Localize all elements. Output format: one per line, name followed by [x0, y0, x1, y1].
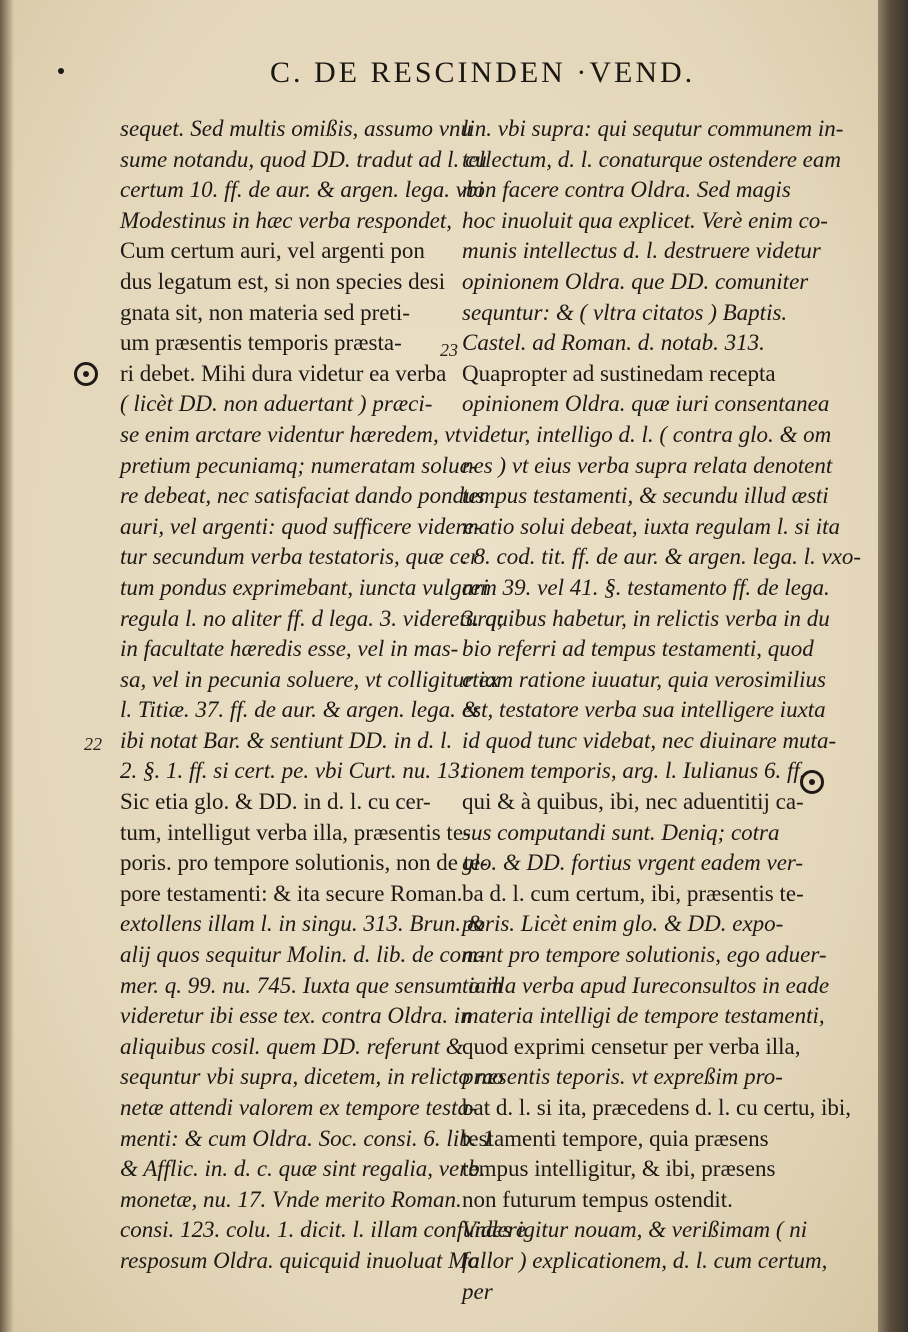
text-line: tempus testamenti, & secundu illud æsti: [462, 483, 829, 509]
right-column: [462, 114, 862, 1307]
text-line: bat d. l. si ita, præcedens d. l. cu certu, ibi,: [462, 1095, 851, 1120]
text-line: pretium pecuniamq; numeratam solue-: [120, 452, 478, 478]
text-line: . 8. cod. tit. ff. de aur. & argen. lega. l. vxo-: [462, 544, 862, 570]
text-line: nant pro tempore solutionis, ego aduer-: [462, 942, 827, 968]
text-line: testamenti tempore, quia præsens: [462, 1125, 769, 1151]
text-line: Modestinus in hæc verba respondet,: [120, 207, 452, 233]
text-line: Quapropter ad sustinedam recepta: [462, 360, 776, 386]
text-line: qui & à quibus, ibi, nec aduentitij ca-: [462, 789, 804, 815]
text-line: hoc inuoluit qua explicet. Verè enim co-: [462, 207, 828, 233]
text-line: poris. pro tempore solutionis, non de te-: [120, 850, 488, 876]
text-line: id quod tunc videbat, nec diuinare muta-: [462, 727, 837, 753]
text-line: ibi notat Bar. & sentiunt DD. in d. l.: [120, 727, 453, 753]
text-line: l. Titiæ. 37. ff. de aur. & argen. lega. &: [120, 697, 480, 723]
text-line: ba d. l. cum certum, ibi, præsentis te-: [462, 880, 804, 906]
text-line: & Afflic. in. d. c. quæ sint regalia, verb.: [120, 1156, 486, 1182]
text-line: tum, intelligut verba illa, præsentis te-: [120, 819, 471, 845]
page-gutter: [0, 0, 14, 1332]
text-line: tellectum, d. l. conaturque ostendere eam: [462, 146, 841, 172]
text-line: to illa verba apud Iureconsultos in eade: [462, 972, 830, 998]
text-line: regula l. no aliter ff. d lega. 3. videreturq;: [120, 605, 505, 631]
text-line: sume notandu, quod DD. tradut ad l. cu: [120, 146, 487, 172]
text-line: netæ attendi valorem ex tempore testa-: [120, 1095, 477, 1120]
text-line: nes ) vt eius verba supra relata denotent: [462, 452, 833, 478]
text-line: monetæ, nu. 17. Vnde merito Roman.: [120, 1186, 462, 1212]
text-line: rem 39. vel 41. §. testamento ff. de lega.: [462, 574, 830, 600]
text-line: tempus intelligitur, & ibi, præsens: [462, 1156, 776, 1182]
left-column: [120, 114, 527, 1277]
text-line: non facere contra Oldra. Sed magis: [462, 177, 791, 203]
bullet-mark: [58, 68, 64, 74]
text-line: extollens illam l. in singu. 313. Brun. &: [120, 911, 485, 937]
text-line: materia intelligi de tempore testamenti,: [462, 1003, 825, 1029]
text-line: sa, vel in pecunia soluere, vt colligitur ex: [120, 666, 500, 692]
text-line: sequntur vbi supra, dicetem, in relicto mo: [120, 1064, 504, 1090]
text-line: videretur ibi esse tex. contra Oldra. in: [120, 1003, 472, 1029]
text-line: tur secundum verba testatoris, quæ cer: [120, 544, 480, 570]
text-line: Sic etia glo. & DD. in d. l. cu cer-: [120, 789, 431, 815]
text-line: mer. q. 99. nu. 745. Iuxta que sensum iam: [120, 972, 503, 998]
text-line: per: [462, 1278, 493, 1304]
text-line: tionem temporis, arg. l. Iulianus 6. ff.: [462, 758, 806, 784]
text-line: consi. 123. colu. 1. dicit. l. illam confundere: [120, 1217, 527, 1243]
text-line: munis intellectus d. l. destruere videtur: [462, 238, 821, 264]
text-line: ri debet. Mihi dura videtur ea verba: [120, 360, 447, 386]
text-line: tum pondus exprimebant, iuncta vulgari: [120, 574, 489, 600]
text-line: fallor ) explicationem, d. l. cum certum,: [462, 1247, 828, 1273]
text-line: re debeat, nec satisfaciat dando pondus: [120, 483, 485, 509]
text-line: Cum certum auri, vel argenti pon: [120, 238, 425, 264]
text-line: sequet. Sed multis omißis, assumo vnu: [120, 116, 473, 141]
running-head: C. DE RESCINDEN ·VEND.: [270, 56, 696, 89]
text-line: Vides igitur nouam, & verißimam ( ni: [462, 1217, 808, 1243]
text-line: est, testatore verba sua intelligere iuxta: [462, 697, 826, 723]
text-line: matio solui debeat, iuxta regulam l. si ita: [462, 513, 840, 539]
text-line: gnata sit, non materia sed preti-: [120, 299, 410, 325]
text-line: videtur, intelligo d. l. ( contra glo. & om: [462, 421, 832, 447]
text-line: in facultate hæredis esse, vel in mas-: [120, 636, 459, 662]
text-line: 2. §. 1. ff. si cert. pe. vbi Curt. nu. 13.: [120, 758, 466, 784]
text-line: ( licèt DD. non aduertant ) præci-: [120, 391, 433, 417]
text-line: poris. Licèt enim glo. & DD. expo-: [462, 911, 784, 937]
text-line: 3. quibus habetur, in relictis verba in du: [462, 605, 830, 631]
margin-note-23: 23: [440, 340, 458, 360]
next-page-edge: [878, 0, 908, 1332]
text-line: glo. & DD. fortius vrgent eadem ver-: [462, 850, 804, 876]
text-line: opinionem Oldra. que DD. comuniter: [462, 268, 809, 294]
text-line: etiam ratione iuuatur, quia verosimilius: [462, 666, 826, 692]
text-line: dus legatum est, si non species desi: [120, 268, 446, 294]
text-line: menti: & cum Oldra. Soc. consi. 6. lib. 1: [120, 1125, 494, 1151]
text-line: se enim arctare videntur hæredem, vt: [120, 421, 462, 447]
text-line: certum 10. ff. de aur. & argen. lega. vbi: [120, 177, 484, 203]
text-line: præsentis teporis. vt expreßim pro-: [462, 1064, 783, 1090]
text-line: quod exprimi censetur per verba illa,: [462, 1033, 801, 1059]
text-line: opinionem Oldra. quæ iuri consentanea: [462, 391, 830, 417]
text-line: bio referri ad tempus testamenti, quod: [462, 636, 814, 662]
text-line: Castel. ad Roman. d. notab. 313.: [462, 330, 765, 356]
text-line: auri, vel argenti: quod sufficere videre-: [120, 513, 482, 539]
text-line: pore testamenti: & ita secure Roman.: [120, 880, 463, 906]
text-line: alij quos sequitur Molin. d. lib. de com-: [120, 942, 486, 968]
text-line: sus computandi sunt. Deniq; cotra: [462, 819, 780, 845]
ring-mark-icon: [800, 770, 824, 794]
text-line: sequntur: & ( vltra citatos ) Baptis.: [462, 299, 788, 325]
text-line: non futurum tempus ostendit.: [462, 1186, 733, 1212]
text-line: lin. vbi supra: qui sequtur communem in-: [462, 116, 844, 141]
text-line: um præsentis temporis præsta-: [120, 330, 402, 356]
margin-note-22: 22: [84, 734, 102, 754]
ring-mark-icon: [74, 362, 98, 386]
text-line: resposum Oldra. quicquid inuoluat Mo: [120, 1247, 479, 1273]
text-line: aliquibus cosil. quem DD. referunt &: [120, 1033, 464, 1059]
